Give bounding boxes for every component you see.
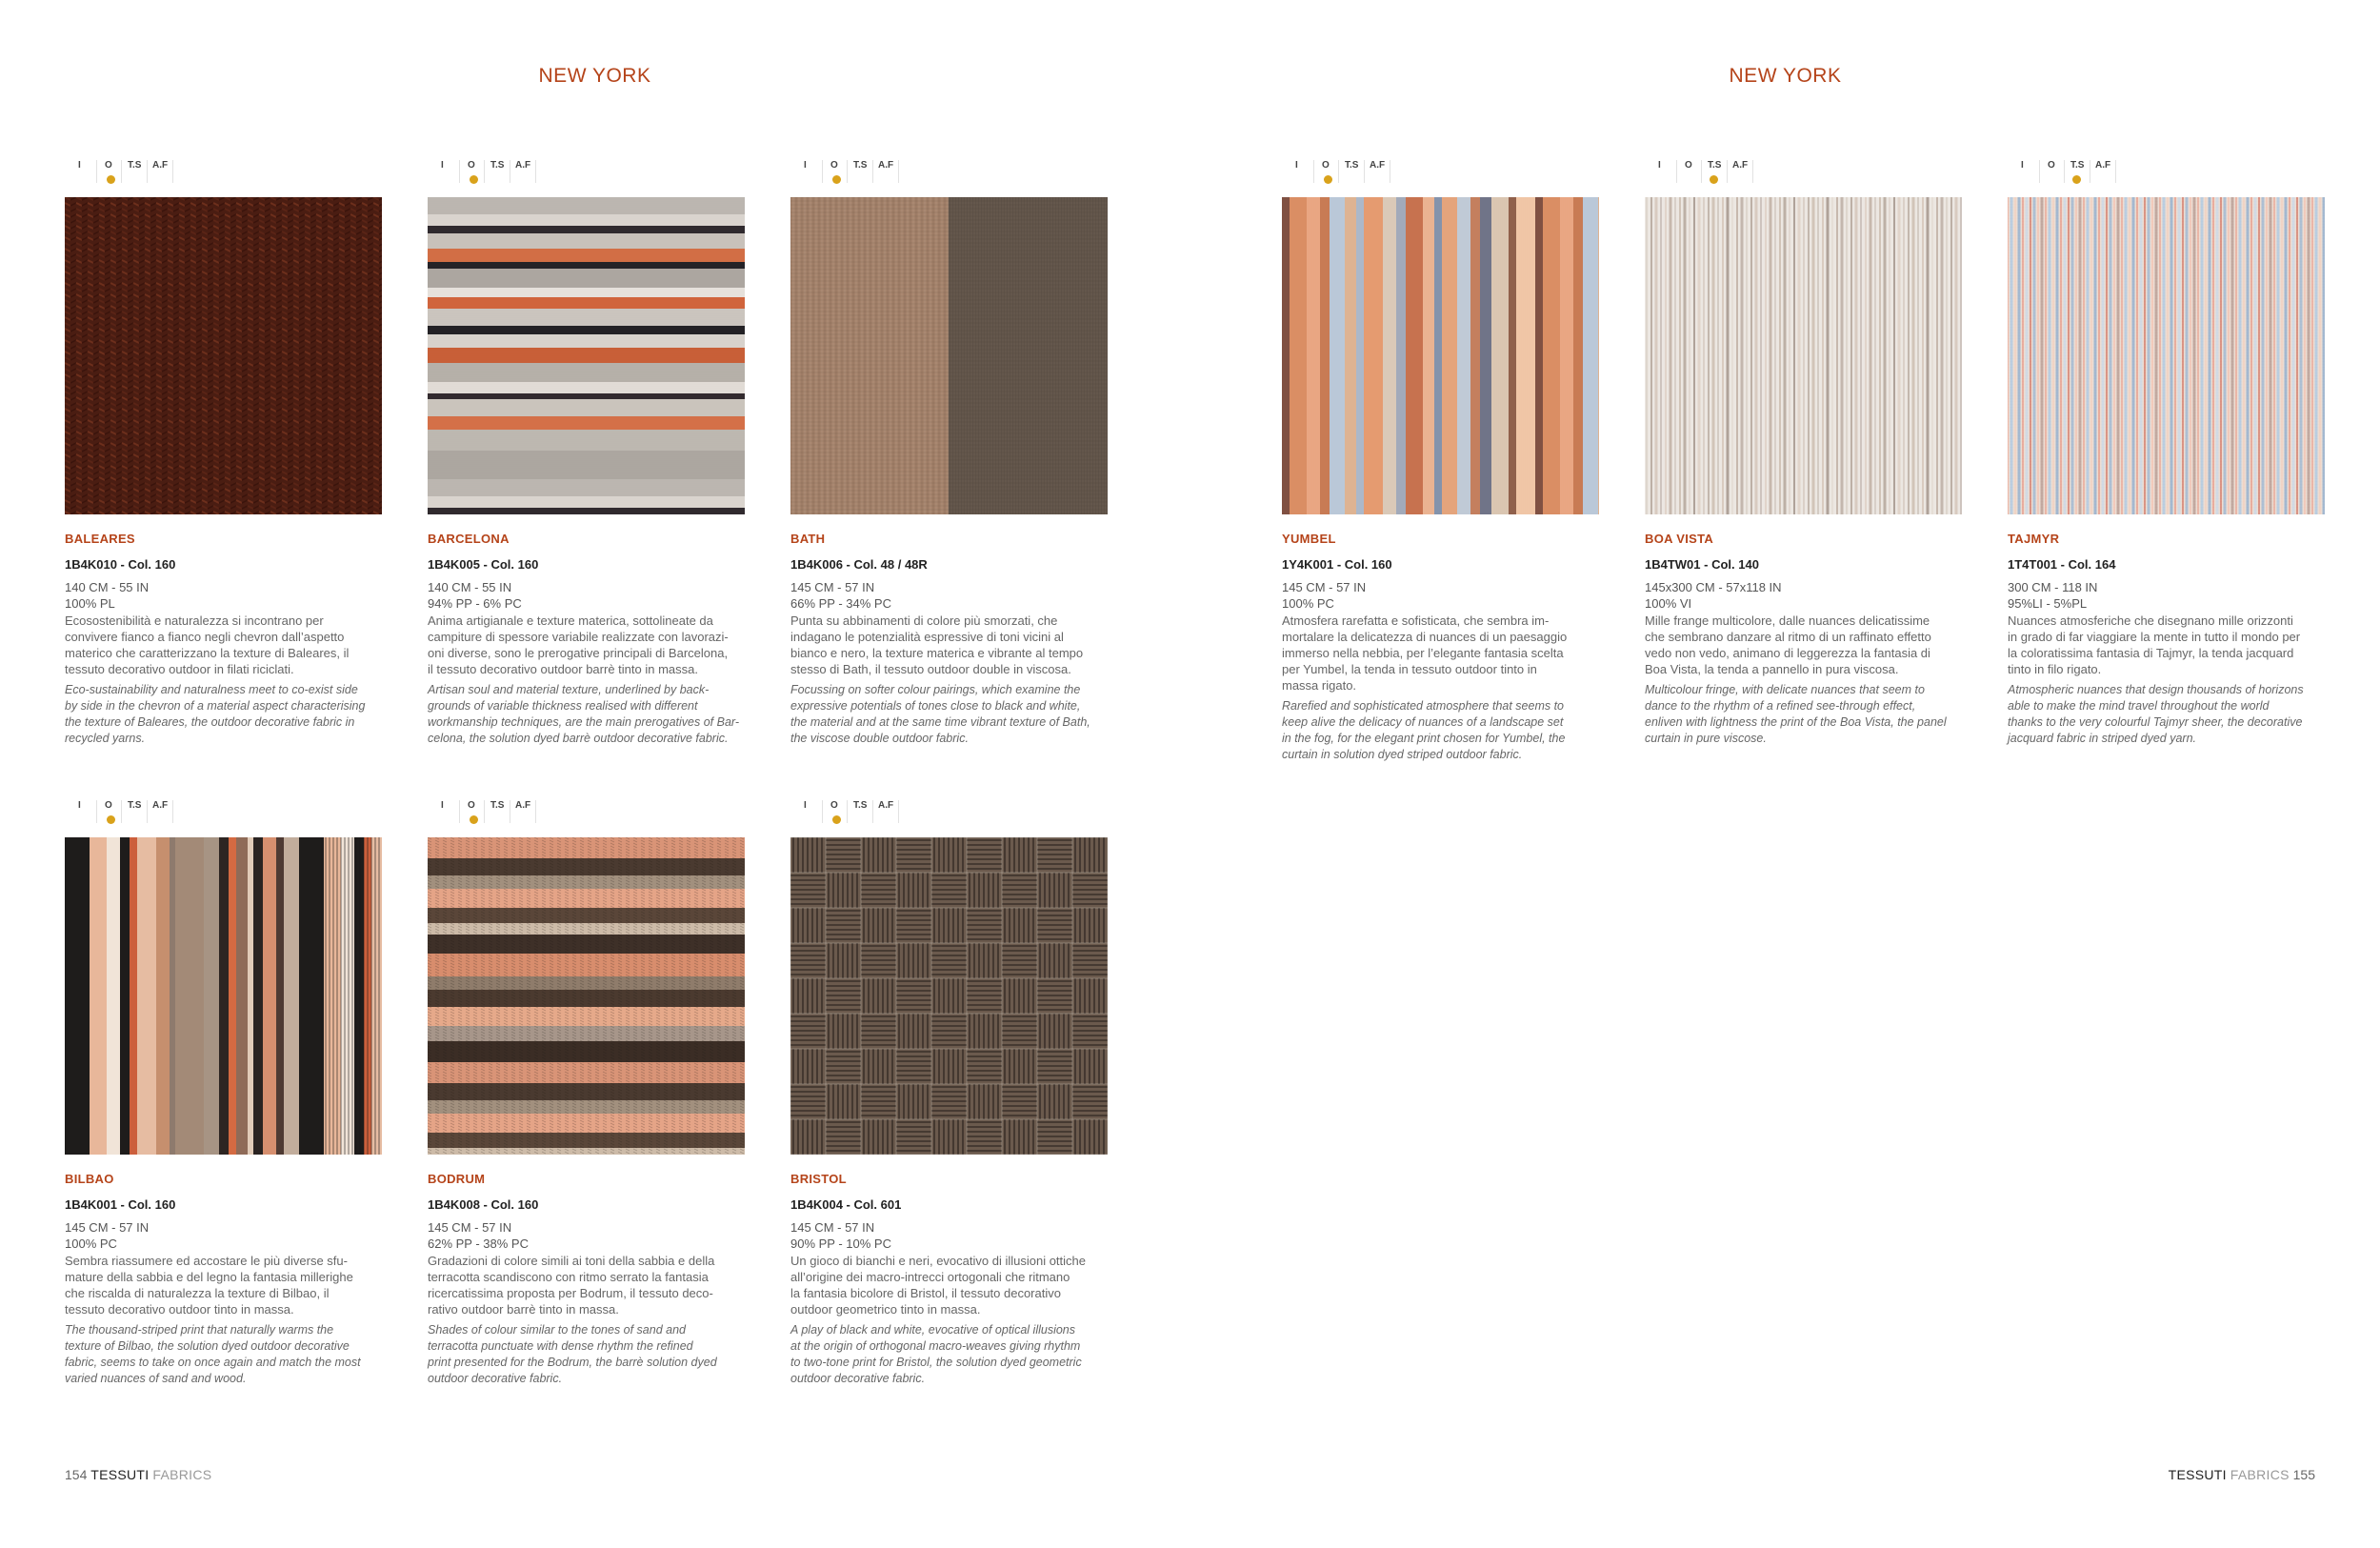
swatch-stripe <box>204 837 219 1155</box>
fabric-swatch[interactable] <box>790 197 1108 514</box>
swatch-stripe <box>175 837 204 1155</box>
swatch-stripe <box>428 326 745 334</box>
legend-divider <box>147 800 148 823</box>
swatch-stripe <box>236 837 248 1155</box>
swatch-stripe <box>276 837 284 1155</box>
usage-legend <box>436 800 745 827</box>
fabric-composition: 100% PC <box>65 1236 117 1251</box>
fabric-card-barcelona[interactable] <box>428 160 745 747</box>
usage-legend <box>73 160 382 187</box>
legend-divider <box>484 800 485 823</box>
legend-af: A.F <box>515 160 531 171</box>
fabric-name: BALEARES <box>65 532 135 546</box>
description-italian: Punta su abbinamenti di colore più smorzati, che indagano le potenzialità espressive di toni vicini al bianco e nero, la texture materica e vibrante al tempo stesso di Bath, il tessuto outdoor double in viscosa. <box>790 613 1084 676</box>
swatch-stripe <box>120 837 130 1155</box>
fabric-size: 145 CM - 57 IN <box>65 1220 150 1235</box>
description-italian: Ecosostenibilità e naturalezza si incontrano per convivere fianco a fianco negli chevron dall’aspetto materico che caratterizzano la texture di Baleares, il tessuto decorativo outdoor in filati riciclati. <box>65 613 350 676</box>
legend-divider <box>872 160 873 183</box>
swatch-stripe <box>428 479 745 496</box>
legend-divider <box>121 800 122 823</box>
fabric-swatch[interactable] <box>428 837 745 1155</box>
legend-divider <box>172 160 173 183</box>
swatch-stripe <box>137 837 156 1155</box>
fabric-code: 1B4K010 - Col. 160 <box>65 557 176 572</box>
swatch-stripe <box>253 837 263 1155</box>
legend-divider <box>535 160 536 183</box>
description-italian: Sembra riassumere ed accostare le più diverse sfu- mature della sabbia e del legno la fantasia millerighe che riscalda di naturalezza la texture di Bilbao, il tessuto decorativo outdoor tinto in massa. <box>65 1254 353 1317</box>
legend-ts: T.S <box>128 160 142 171</box>
legend-af: A.F <box>152 800 169 811</box>
swatch-stripe <box>428 399 745 416</box>
page-title: NEW YORK <box>538 65 651 87</box>
fabric-name: BATH <box>790 532 826 546</box>
swatch-stripe <box>90 837 107 1155</box>
fabric-card-baleares[interactable] <box>65 160 382 747</box>
fabric-swatch[interactable] <box>65 837 382 1155</box>
swatch-stripe <box>130 837 137 1155</box>
legend-af: A.F <box>152 160 169 171</box>
usage-legend <box>799 160 1108 187</box>
legend-divider <box>822 160 823 183</box>
legend-divider <box>847 160 848 183</box>
legend-af: A.F <box>515 800 531 811</box>
legend-divider <box>459 160 460 183</box>
fabric-composition: 100% PL <box>65 596 115 611</box>
swatch-stripe <box>156 837 170 1155</box>
swatch-stripe <box>107 837 120 1155</box>
legend-i: I <box>78 160 81 171</box>
swatch-stripe <box>324 837 341 1155</box>
legend-o: O <box>105 800 112 811</box>
legend-ts: T.S <box>490 800 505 811</box>
legend-divider <box>147 160 148 183</box>
legend-ts: T.S <box>853 160 868 171</box>
swatch-stripe <box>229 837 236 1155</box>
fabric-card-bilbao[interactable] <box>65 800 382 1387</box>
legend-o: O <box>468 800 475 811</box>
selected-usage-dot <box>832 175 841 184</box>
fabric-code: 1B4K001 - Col. 160 <box>65 1197 176 1212</box>
swatch-stripe <box>299 837 324 1155</box>
fabric-size: 145 CM - 57 IN <box>790 580 875 594</box>
fabric-swatch[interactable] <box>65 197 382 514</box>
fabric-code: 1B4K005 - Col. 160 <box>428 557 539 572</box>
selected-usage-dot <box>470 175 478 184</box>
fabric-size: 140 CM - 55 IN <box>65 580 150 594</box>
description-english: The thousand-striped print that naturally warms the texture of Bilbao, the solution dyed outdoor decorative fabric, seems to take on once again and match the most varied nuances of sand and wood. <box>65 1323 361 1385</box>
legend-o: O <box>105 160 112 171</box>
swatch-stripe <box>428 1133 745 1148</box>
swatch-stripe <box>428 430 745 451</box>
selected-usage-dot <box>107 175 115 184</box>
swatch-stripe <box>428 297 745 309</box>
selected-usage-dot <box>470 815 478 824</box>
swatch-stripe <box>284 837 299 1155</box>
swatch-stripe <box>371 837 382 1155</box>
swatch-stripe <box>65 837 90 1155</box>
legend-divider <box>459 800 460 823</box>
swatch-stripe <box>248 837 253 1155</box>
swatch-stripe <box>428 1083 745 1100</box>
legend-divider <box>96 800 97 823</box>
swatch-stripe <box>170 837 175 1155</box>
legend-i: I <box>804 160 807 171</box>
legend-i: I <box>441 800 444 811</box>
usage-legend <box>73 800 382 827</box>
swatch-stripe <box>428 197 745 214</box>
fabric-name: BILBAO <box>65 1172 114 1186</box>
legend-divider <box>535 800 536 823</box>
legend-i: I <box>78 800 81 811</box>
fabric-swatch[interactable] <box>428 197 745 514</box>
fabric-card-bodrum[interactable] <box>428 800 745 1387</box>
description-english: Eco-sustainability and naturalness meet to co-exist side by side in the chevron of a material aspect characterising the texture of Baleares, the outdoor decorative fabric in recycled yarns. <box>65 683 366 745</box>
legend-divider <box>898 160 899 183</box>
fabric-composition: 66% PP - 34% PC <box>790 596 891 611</box>
legend-ts: T.S <box>128 800 142 811</box>
usage-legend <box>436 160 745 187</box>
description-english: Focussing on softer colour pairings, which examine the expressive potentials of tones close to black and white, the material and at the same time vibrant texture of Bath, the viscose double outdoor fabric. <box>790 683 1090 745</box>
swatch-stripe <box>428 1148 745 1155</box>
fabric-card-bath[interactable] <box>790 160 1108 747</box>
swatch-stripe <box>263 837 276 1155</box>
legend-af: A.F <box>878 160 894 171</box>
fabric-code: 1B4K006 - Col. 48 / 48R <box>790 557 928 572</box>
description-english: Artisan soul and material texture, underlined by back- grounds of variable thickness realised with different workmanship techniques, are the main prerogatives of Bar- celona, the solution dyed barrè outdoor decorative fabric. <box>428 683 740 745</box>
description-italian: Anima artigianale e texture materica, sottolineate da campiture di spessore variabile realizzate con lavorazi- oni diverse, sono le prerogative principali di Barcelona, il tessuto decorativo outdoor barrè tinto in massa. <box>428 613 729 676</box>
legend-divider <box>96 160 97 183</box>
legend-divider <box>121 160 122 183</box>
swatch-stripe <box>219 837 229 1155</box>
selected-usage-dot <box>107 815 115 824</box>
swatch-stripe <box>428 393 745 399</box>
legend-ts: T.S <box>490 160 505 171</box>
legend-divider <box>172 800 173 823</box>
legend-o: O <box>468 160 475 171</box>
fabric-size: 140 CM - 55 IN <box>428 580 512 594</box>
legend-o: O <box>830 160 838 171</box>
swatch-stripe <box>428 451 745 479</box>
fabric-name: BARCELONA <box>428 532 510 546</box>
legend-i: I <box>441 160 444 171</box>
legend-divider <box>484 160 485 183</box>
fabric-composition: 94% PP - 6% PC <box>428 596 522 611</box>
